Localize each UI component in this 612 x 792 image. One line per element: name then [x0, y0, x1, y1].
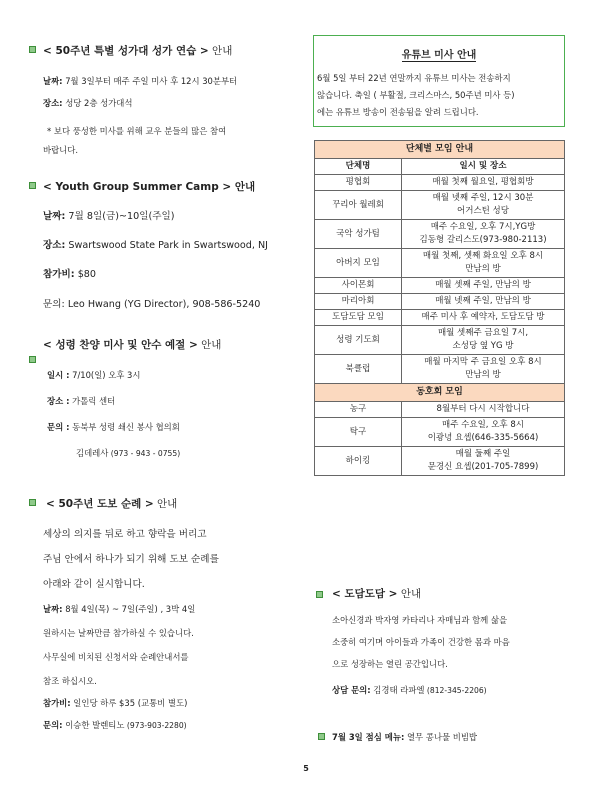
bullet-square-icon [29, 182, 36, 189]
schedule-cell [402, 249, 565, 278]
group-name-cell: 도담도담 모임 [315, 310, 402, 326]
table-row [315, 355, 565, 384]
dodam-line2: 소중히 여기며 아이들과 가족이 건강한 몸과 마음 [332, 637, 510, 647]
schedule-line: 매주 미사 후 예약자, 도담도담 방 [421, 312, 545, 322]
schedule-cell [402, 294, 565, 310]
lunch-menu: 7월 3일 점심 메뉴: 열무 콩나물 비빔밥 [332, 732, 478, 742]
pilgrimage-intro-line1: 세상의 의지를 뒤로 하고 향락을 버리고 [43, 529, 207, 540]
table-row [315, 447, 565, 476]
schedule-cell [402, 447, 565, 476]
column-header-schedule: 일시 및 장소 [402, 159, 565, 175]
pilgrimage-contact: 문의: 이승한 발렌티노 (973-903-2280) [43, 720, 187, 730]
group-name-cell: 북클럽 [315, 355, 402, 384]
group-schedule-table [314, 140, 565, 476]
pilgrimage-heading: < 50주년 도보 순례 > 안내 [46, 498, 178, 510]
schedule-line: 이광녕 요셉(646-335-5664) [427, 433, 539, 443]
dodam-heading: < 도담도담 > 안내 [332, 588, 422, 600]
schedule-line: 매월 첫째, 셋째 화요일 오후 8시 [422, 251, 544, 261]
schedule-line: 매월 첫째 월요일, 평협회방 [432, 177, 534, 187]
column-header-group: 단체명 [315, 159, 402, 175]
schedule-cell [402, 175, 565, 191]
bullet-square-icon [29, 46, 36, 53]
youth-camp-date: 날짜: 7월 8일(금)~10일(주일) [43, 211, 175, 222]
choir-note-line2: 바랍니다. [43, 145, 79, 155]
schedule-line: 김동형 갈리스도(973-980-2113) [419, 235, 547, 245]
group-name-cell: 성령 기도회 [315, 326, 402, 355]
schedule-line: 매월 셋째주 금요일 7시, [437, 328, 529, 338]
table-row [315, 191, 565, 220]
table-row [315, 294, 565, 310]
schedule-line: 매주 수요일, 오후 7시,YG방 [430, 222, 536, 232]
choir-practice-heading: < 50주년 특별 성가대 성가 연습 > 안내 [43, 45, 233, 57]
choir-place: 장소: 성당 2층 성가대석 [43, 98, 133, 108]
page-number: 5 [303, 764, 309, 773]
spirit-mass-date: 일시 : 7/10(일) 오후 3시 [47, 370, 141, 380]
spirit-mass-heading: < 성령 찬양 미사 및 안수 예절 > 안내 [43, 339, 222, 351]
youtube-notice-line2: 않습니다. 축일 ( 부활절, 크리스마스, 50주년 미사 등) [317, 90, 515, 100]
pilgrimage-line3: 사무실에 비치된 신청서와 순례안내서를 [43, 652, 189, 662]
schedule-cell [402, 191, 565, 220]
youtube-notice-title: 유튜브 미사 안내 [401, 50, 477, 61]
table-row [315, 310, 565, 326]
group-name-cell: 탁구 [315, 418, 402, 447]
dodam-line1: 소아신경과 박자영 카타리나 자매님과 함께 삶을 [332, 615, 508, 625]
dodam-line3: 으로 성장하는 열린 공간입니다. [332, 659, 448, 669]
bullet-square-icon [29, 499, 36, 506]
schedule-line: 매월 넷째 주일, 12시 30분 [432, 193, 534, 203]
schedule-line: 8월부터 다시 시작합니다 [436, 404, 530, 414]
schedule-line: 어거스틴 성당 [457, 206, 509, 216]
table-row [315, 418, 565, 447]
schedule-line: 만남의 방 [465, 264, 501, 274]
pilgrimage-fee: 참가비: 일인당 하루 $35 (교통비 별도) [43, 698, 188, 708]
table-row [315, 220, 565, 249]
pilgrimage-line2: 원하시는 날짜만큼 참가하실 수 있습니다. [43, 628, 194, 638]
schedule-cell [402, 402, 565, 418]
group-name-cell: 사이몬회 [315, 278, 402, 294]
pilgrimage-intro-line3: 아래와 같이 실시합니다. [43, 579, 145, 590]
dodam-contact: 상담 문의: 김경태 라파엘 (812-345-2206) [332, 685, 487, 695]
schedule-cell [402, 310, 565, 326]
group-name-cell: 아버지 모임 [315, 249, 402, 278]
group-name-cell: 꾸리아 월레회 [315, 191, 402, 220]
table-row [315, 278, 565, 294]
group-name-cell: 마리아회 [315, 294, 402, 310]
spirit-mass-place: 장소 : 가톨릭 센터 [47, 396, 116, 406]
table-row [315, 326, 565, 355]
pilgrimage-date: 날짜: 8월 4일(목) ~ 7일(주일) , 3박 4일 [43, 604, 196, 614]
schedule-cell [402, 220, 565, 249]
schedule-line: 매월 둘째 주일 [455, 449, 511, 459]
schedule-cell [402, 355, 565, 384]
schedule-cell [402, 418, 565, 447]
pilgrimage-line4: 참조 하십시오. [43, 676, 97, 686]
spirit-mass-contact-person: 김데레사 (973 - 943 - 0755) [76, 448, 181, 458]
schedule-line: 매월 마지막 주 금요일 오후 8시 [424, 357, 542, 367]
group-name-cell: 평협회 [315, 175, 402, 191]
group-schedule-title: 단체별 모임 안내 [315, 141, 565, 159]
group-name-cell: 하이킹 [315, 447, 402, 476]
youtube-notice-line3: 에는 유튜브 방송이 전송됨을 알려 드립니다. [317, 107, 479, 117]
table-row [315, 249, 565, 278]
youtube-notice-box [313, 35, 565, 127]
youth-camp-fee: 참가비: $80 [43, 269, 97, 280]
table-row [315, 175, 565, 191]
club-section-title: 동호회 모임 [315, 384, 565, 402]
schedule-line: 매주 수요일, 오후 8시 [442, 420, 524, 430]
schedule-cell [402, 326, 565, 355]
bullet-square-icon [29, 356, 36, 363]
youtube-notice-line1: 6월 5일 부터 22년 연말까지 유튜브 미사는 전송하지 [317, 73, 511, 83]
pilgrimage-intro-line2: 주님 안에서 하나가 되기 위해 도보 순례를 [43, 554, 219, 565]
schedule-cell [402, 278, 565, 294]
youth-camp-heading: < Youth Group Summer Camp > 안내 [43, 181, 256, 193]
table-row [315, 402, 565, 418]
youth-camp-place: 장소: Swartswood State Park in Swartswood, NJ [43, 240, 268, 251]
youth-camp-contact: 문의: Leo Hwang (YG Director), 908-586-5240 [43, 299, 261, 310]
group-name-cell: 국악 성가팀 [315, 220, 402, 249]
bullet-square-icon [318, 733, 325, 740]
choir-note-line1: * 보다 풍성한 미사를 위해 교우 분들의 많은 참여 [47, 126, 227, 136]
schedule-line: 매월 넷째 주일, 만남의 방 [435, 296, 531, 306]
schedule-line: 매월 셋째 주일, 만남의 방 [435, 280, 531, 290]
spirit-mass-contact: 문의 : 동북부 성령 쇄신 봉사 협의회 [47, 422, 180, 432]
schedule-line: 소성당 옆 YG 방 [452, 341, 514, 351]
schedule-line: 문경신 요셉(201-705-7899) [427, 462, 539, 472]
bullet-square-icon [316, 591, 323, 598]
schedule-line: 만남의 방 [465, 370, 501, 380]
group-name-cell: 농구 [315, 402, 402, 418]
choir-date: 날짜: 7월 3일부터 매주 주일 미사 후 12시 30분부터 [43, 76, 238, 86]
